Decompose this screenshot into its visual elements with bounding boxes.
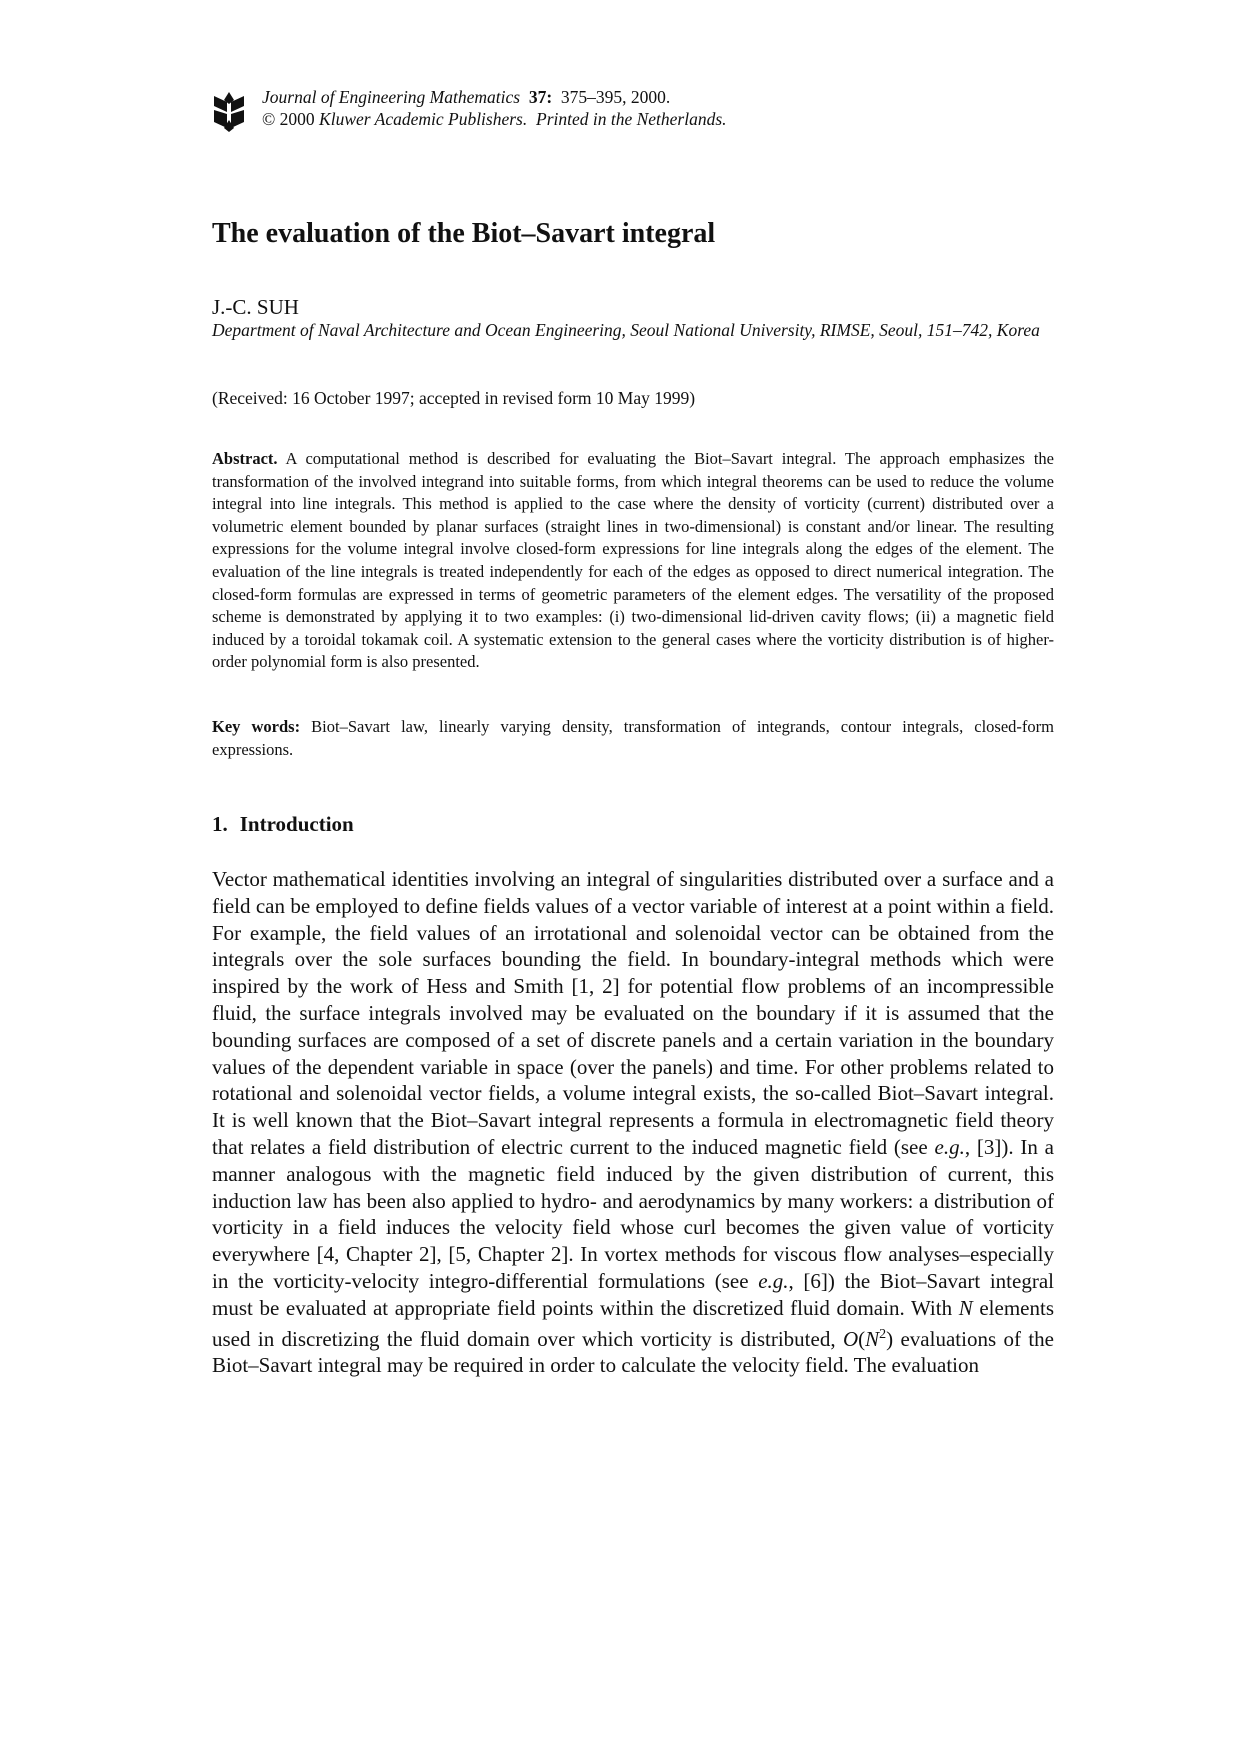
keywords-label: Key words: [212,717,301,736]
math-symbol: ( [858,1326,866,1351]
journal-header [212,86,1062,136]
publisher-name: Kluwer Academic Publishers. [319,109,528,129]
text-run: , [3]). In a manner analogous with the magnetic field induced by the given distribution of current, this induction law has been also applied to hydro- and aerodynamics by many workers: a distribution of vorticity in a field induces the velocity field whose curl becomes the given value of vorticity everywhere [4, Chapter 2], [5, Chapter 2]. In vortex methods for viscous flow analyses–especially in the vorticity-velocity integro-differential formulations (see [212,1134,1055,1293]
abstract-label: Abstract. [212,449,278,468]
text-run-italic: e.g. [758,1268,789,1293]
abstract-text: A computational method is described for evaluating the Biot–Savart integral. The approach emphasizes the transformation of the involved integrand into suitable forms, from which integral theorems can be used to reduce the volume integral into line integrals. This method is applied to the case where the density of vorticity (current) distributed over a volumetric element bounded by planar surfaces (straight lines in two-dimensional) is constant and/or linear. The resulting expressions for the volume integral involve closed-form expressions for line integrals along the edges of the element. The evaluation of the line integrals is treated independently for each of the edges as opposed to direct numerical integration. The closed-form formulas are expressed in terms of geometric parameters of the element edges. The versatility of the proposed scheme is demonstrated by applying it to two examples: (i) two-dimensional lid-driven cavity flows; (ii) a magnetic field induced by a toroidal tokamak coil. A systematic extension to the general cases where the vorticity distribution is of higher-order polynomial form is also presented. [212,449,1054,672]
copyright-line [262,108,727,130]
section-heading-introduction [212,811,354,837]
text-run: , [6]) the Biot–Savart integral must be evaluated at appropriate field points within the discretized fluid domain. With [212,1268,1054,1320]
math-symbol: ) [886,1326,894,1351]
section-title: Introduction [239,812,354,836]
journal-volume: 37: [528,87,553,107]
math-symbol: N [958,1295,973,1320]
abstract [212,448,1054,674]
journal-pages-year: 375–395, 2000. [560,87,671,107]
text-run: elements used in discretizing the fluid domain over which vorticity is distributed, [212,1295,1054,1351]
author-name: J.-C. SUH [212,295,299,319]
math-exponent: 2 [879,1326,887,1342]
kluwer-logo-icon [212,92,246,132]
text-run: evaluations of the Biot–Savart integral may be required in order to calculate the velocity field. The evaluation [212,1326,1054,1378]
text-run: Vector mathematical identities involving an integral of singularities distributed over a surface and a field can be employed to define fields values of a vector variable of interest at a point within a field. For example, the field values of an irrotational and solenoidal vector can be obtained from the integrals over the sole surfaces bounding the field. In boundary-integral methods which were inspired by the work of Hess and Smith [1, 2] for potential flow problems of an incompressible fluid, the surface integrals involved may be evaluated on the boundary if it is assumed that the bounding surfaces are composed of a set of discrete panels and a certain variation in the boundary values of the dependent variable in space (over the panels) and time. For other problems related to rotational and solenoidal vector fields, a volume integral exists, the so-called Biot–Savart integral. It is well known that the Biot–Savart integral represents a formula in electromagnetic field theory that relates a field distribution of electric current to the induced magnetic field (see [212,867,1054,1159]
math-symbol: N [865,1326,880,1351]
math-symbol: O [842,1326,859,1351]
keywords-text: Biot–Savart law, linearly varying density, transformation of integrands, contour integrals, closed-form expressions. [212,717,1054,759]
paper-title: The evaluation of the Biot–Savart integral [212,218,716,249]
printed-location: Printed in the Netherlands. [536,109,727,129]
paragraph [212,866,1054,1379]
keywords [212,716,1054,761]
journal-citation [262,86,670,108]
introduction-paragraph [212,866,1054,1379]
received-date: (Received: 16 October 1997; accepted in revised form 10 May 1999) [212,388,696,408]
copyright-year: © 2000 [262,109,315,129]
journal-name: Journal of Engineering Mathematics [262,87,521,107]
author-affiliation: Department of Naval Architecture and Ocean Engineering, Seoul National University, RIMSE, Seoul, 151–742, Korea [212,320,1040,340]
text-run-italic: e.g. [934,1134,965,1159]
section-number: 1. [212,812,228,836]
